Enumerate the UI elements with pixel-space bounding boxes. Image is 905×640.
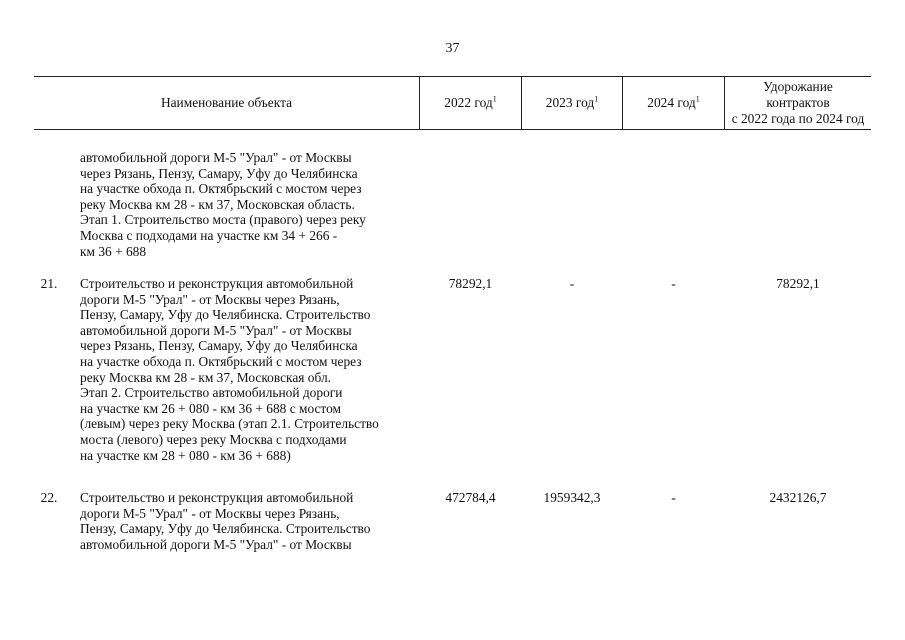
row-number: 21.: [40, 276, 58, 291]
row-value-2023: 1959342,3: [543, 490, 601, 505]
continuation-text: автомобильной дороги М-5 "Урал" - от Москвы через Рязань, Пензу, Самару, Уфу до Челябинска на участке обхода п. Октябрьский с мостом через реку Москва км 28 - км 37, Московская область. Этап 1. Строительство моста (правого) через реку Москва с подходами на участке км 34 + 266 - км 36 + 688: [80, 150, 366, 259]
row-description: Строительство и реконструкция автомобильной дороги М-5 "Урал" - от Москвы через Рязань, Пензу, Самару, Уфу до Челябинска. Строительство автомобильной дороги М-5 "Урал" - от Москвы: [80, 490, 371, 552]
table-header-bottom-rule: [34, 129, 871, 130]
footnote-mark: 1: [695, 94, 700, 104]
row-description: Строительство и реконструкция автомобильной дороги М-5 "Урал" - от Москвы через Рязань, Пензу, Самару, Уфу до Челябинска. Строительство автомобильной дороги М-5 "Урал" - от Москвы через Рязань, Пензу, Самару, Уфу до Челябинска на участке обхода п. Октябрьский с мостом через реку Москва км 28 - км 37, Московская обл. Этап 2. Строительство автомобильной дороги на участке км 26 + 080 - км 36 + 688 с мостом (левым) через реку Москва (этап 2.1. Строительство моста (левого) через реку Москва с подходами на участке км 28 + 080 - км 36 + 688): [80, 276, 379, 463]
footnote-mark: 1: [492, 94, 497, 104]
header-price-rise: [725, 79, 871, 127]
row-number: 22.: [40, 490, 58, 505]
header-year-2024: [623, 95, 724, 111]
row-value-2024: -: [671, 276, 676, 291]
header-year-2022: [420, 95, 521, 111]
header-object-name: Наименование объекта: [160, 95, 293, 110]
table-top-rule: [34, 76, 871, 77]
row-value-2024: -: [671, 490, 676, 505]
row-value-2022: 78292,1: [448, 276, 493, 291]
page-number: 37: [445, 41, 460, 56]
row-value-2023: -: [569, 276, 575, 291]
header-year-2023-label: 2023 год: [545, 95, 595, 110]
header-year-2023: [522, 95, 622, 111]
header-year-2022-label: 2022 год: [444, 95, 493, 110]
header-price-rise-label: Удорожание контрактов с 2022 года по 2024 год: [731, 79, 865, 126]
header-year-2024-label: 2024 год: [647, 95, 696, 110]
row-value-2022: 472784,4: [445, 490, 496, 505]
footnote-mark: 1: [594, 94, 599, 104]
row-price-rise: 78292,1: [776, 276, 820, 291]
row-price-rise: 2432126,7: [769, 490, 827, 505]
